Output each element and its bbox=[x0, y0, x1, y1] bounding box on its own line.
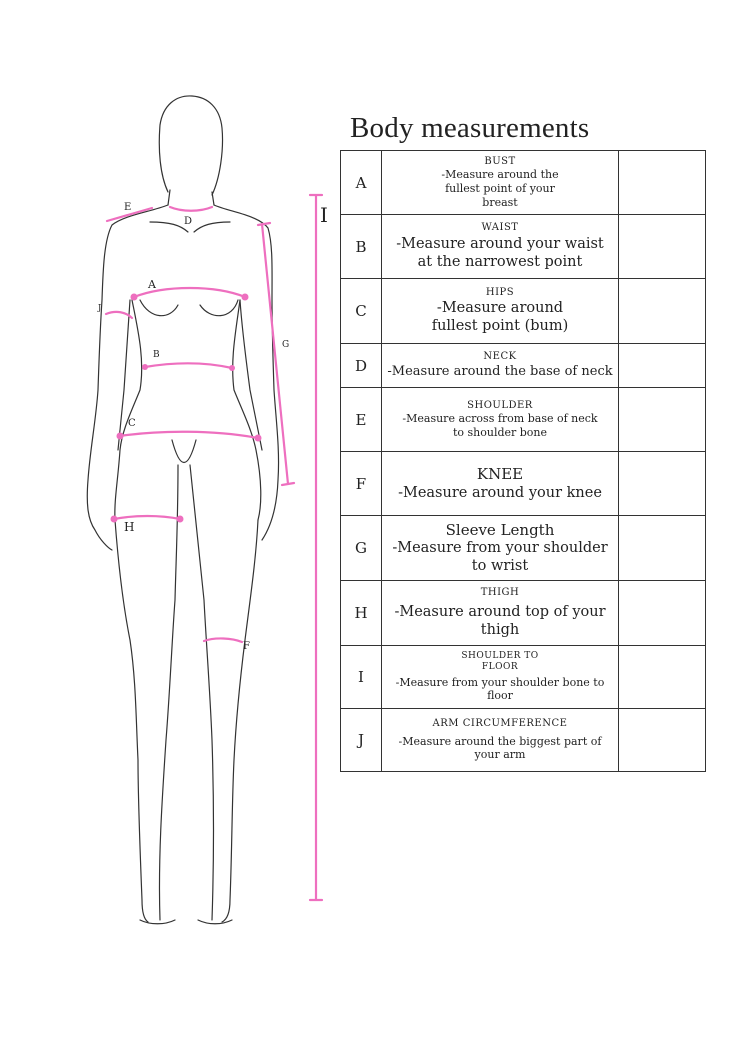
measure-endpoint bbox=[111, 516, 118, 523]
row-code: E bbox=[341, 388, 382, 452]
figure-label-g: G bbox=[282, 340, 290, 350]
table-row-sleeve bbox=[341, 516, 706, 581]
measure-endpoint bbox=[229, 365, 235, 371]
table-row-shoulder bbox=[341, 388, 706, 452]
row-description bbox=[382, 646, 619, 709]
measure-endpoint bbox=[117, 433, 124, 440]
row-description bbox=[382, 709, 619, 772]
measurements-table bbox=[340, 150, 706, 772]
leg-right-inner bbox=[190, 465, 214, 920]
row-text: -Measure across from base of neck to shoulder bone bbox=[402, 412, 598, 439]
row-code: J bbox=[341, 709, 382, 772]
row-code: I bbox=[341, 646, 382, 709]
arm-measure-line bbox=[106, 312, 132, 318]
row-text: -Measure around fullest point (bum) bbox=[431, 300, 569, 335]
row-description bbox=[382, 581, 619, 646]
row-description bbox=[382, 516, 619, 581]
waist-hip-right bbox=[233, 300, 261, 520]
measurement-entry-cell[interactable] bbox=[619, 709, 706, 772]
row-description bbox=[382, 452, 619, 516]
row-description bbox=[382, 344, 619, 388]
row-description bbox=[382, 151, 619, 215]
row-label: THIGH bbox=[480, 586, 520, 598]
measurement-entry-cell[interactable] bbox=[619, 516, 706, 581]
row-text: -Measure from your shoulder to wrist bbox=[392, 540, 608, 575]
row-code: C bbox=[341, 279, 382, 344]
measure-endpoint bbox=[177, 516, 184, 523]
crotch-line bbox=[172, 440, 196, 463]
figure-label-h: H bbox=[124, 520, 135, 534]
row-code: F bbox=[341, 452, 382, 516]
row-code: G bbox=[341, 516, 382, 581]
measurement-entry-cell[interactable] bbox=[619, 388, 706, 452]
leg-right-outer bbox=[222, 520, 258, 922]
table-row-neck bbox=[341, 344, 706, 388]
neck-outline bbox=[168, 190, 214, 205]
figure-label-b: B bbox=[153, 350, 160, 360]
row-text: -Measure around your knee bbox=[398, 484, 602, 501]
measure-endpoint bbox=[242, 294, 249, 301]
row-label: ARM CIRCUMFERENCE bbox=[432, 718, 568, 729]
figure-label-d: D bbox=[184, 216, 193, 227]
measure-endpoint bbox=[255, 435, 262, 442]
row-code: H bbox=[341, 581, 382, 646]
table-row-thigh bbox=[341, 581, 706, 646]
table-row-knee bbox=[341, 452, 706, 516]
measure-endpoint bbox=[131, 294, 138, 301]
torso-right bbox=[214, 205, 279, 540]
table-row-hips bbox=[341, 279, 706, 344]
figure-label-c: C bbox=[128, 418, 136, 429]
inner-arm-right bbox=[240, 300, 262, 450]
measurement-entry-cell[interactable] bbox=[619, 151, 706, 215]
row-text: -Measure around the biggest part of your arm bbox=[398, 734, 602, 762]
figure-label-f: F bbox=[243, 641, 250, 652]
thigh-measure-line bbox=[114, 516, 180, 519]
figure-label-j: J bbox=[98, 303, 102, 312]
row-code: B bbox=[341, 215, 382, 279]
row-label: KNEE bbox=[476, 465, 524, 484]
table-row-bust bbox=[341, 151, 706, 215]
row-label: SHOULDER bbox=[467, 399, 533, 411]
row-code: A bbox=[341, 151, 382, 215]
row-text: -Measure around the fullest point of your breast bbox=[441, 168, 559, 209]
row-label: BUST bbox=[484, 155, 516, 167]
knee-measure-line bbox=[204, 638, 242, 642]
figure-label-a: A bbox=[148, 278, 156, 291]
leg-left-outer bbox=[115, 520, 148, 922]
bust-lines bbox=[140, 300, 238, 316]
row-label: NECK bbox=[483, 351, 517, 363]
row-label: HIPS bbox=[485, 286, 515, 298]
feet bbox=[140, 920, 232, 924]
table-row-arm bbox=[341, 709, 706, 772]
measure-endpoint bbox=[142, 364, 148, 370]
row-text: -Measure around your waist at the narrowest point bbox=[396, 235, 604, 270]
sleeve-measure-line bbox=[258, 223, 294, 485]
row-label: SHOULDER TO FLOOR bbox=[461, 651, 539, 673]
table-row-waist bbox=[341, 215, 706, 279]
head-outline bbox=[159, 96, 222, 195]
leg-left-inner bbox=[159, 465, 178, 920]
row-code: D bbox=[341, 344, 382, 388]
measurement-entry-cell[interactable] bbox=[619, 581, 706, 646]
measurement-entry-cell[interactable] bbox=[619, 646, 706, 709]
measurement-entry-cell[interactable] bbox=[619, 279, 706, 344]
torso-left bbox=[87, 205, 168, 550]
waist-measure-line bbox=[145, 363, 232, 368]
row-label: Sleeve Length bbox=[445, 520, 555, 539]
page-title: Body measurements bbox=[350, 112, 590, 144]
table-row-shoulder-to-floor bbox=[341, 646, 706, 709]
row-description bbox=[382, 279, 619, 344]
measurement-entry-cell[interactable] bbox=[619, 452, 706, 516]
figure-label-e: E bbox=[124, 202, 132, 213]
measurement-entry-cell[interactable] bbox=[619, 344, 706, 388]
neck-measure-line bbox=[170, 207, 212, 211]
row-text: -Measure from your shoulder bone to floor bbox=[395, 675, 605, 703]
measurement-entry-cell[interactable] bbox=[619, 215, 706, 279]
row-text: -Measure around top of your thigh bbox=[394, 604, 606, 639]
row-description bbox=[382, 215, 619, 279]
row-text: -Measure around the base of neck bbox=[387, 363, 613, 379]
figure-label-i: I bbox=[320, 203, 328, 227]
row-description bbox=[382, 388, 619, 452]
height-measure-line bbox=[310, 195, 322, 900]
row-label: WAIST bbox=[481, 222, 519, 234]
hip-measure-line bbox=[120, 432, 258, 438]
